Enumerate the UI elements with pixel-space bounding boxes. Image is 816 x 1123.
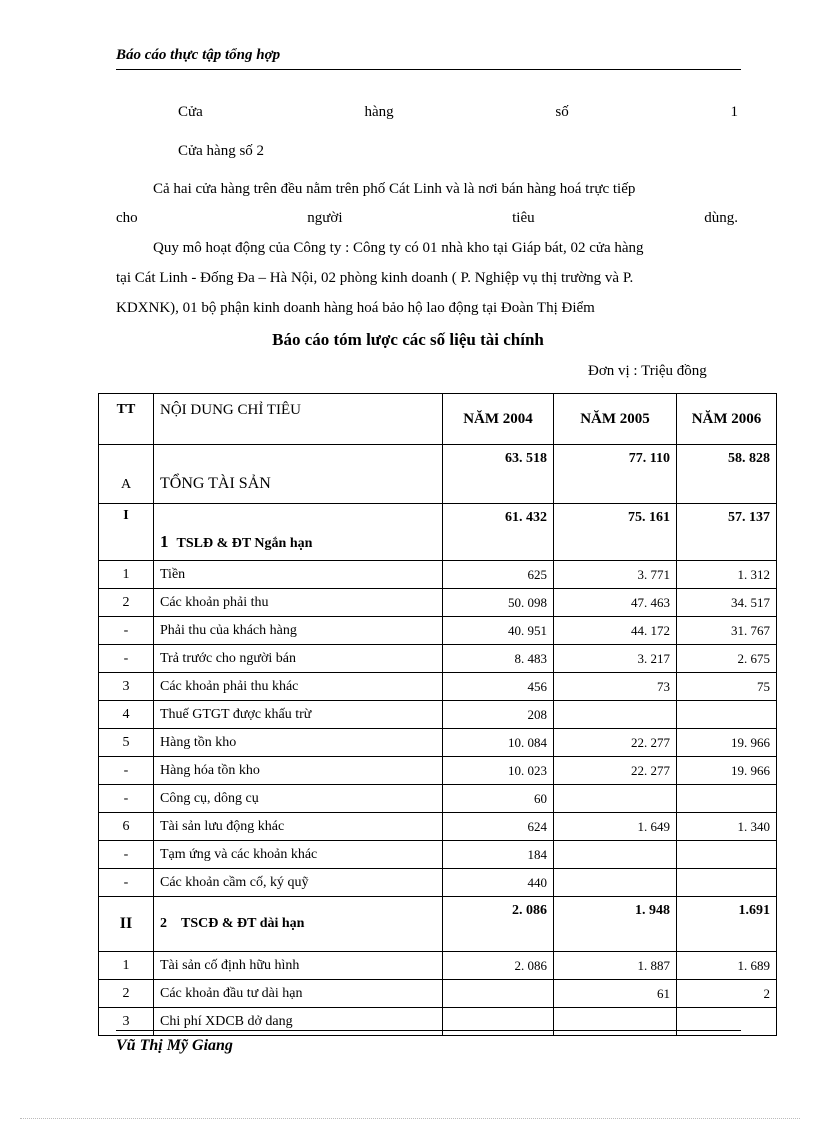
table-row: [99, 673, 777, 701]
row-number: 1: [160, 532, 169, 551]
row-2004: 61. 432: [443, 504, 554, 561]
table-row: [99, 757, 777, 785]
row-tt: 3: [99, 1008, 154, 1036]
row-2006: 31. 767: [677, 617, 777, 645]
word: dùng.: [704, 210, 738, 226]
row-2006: 34. 517: [677, 589, 777, 617]
row-2005: 1. 887: [554, 952, 677, 980]
row-tt: 2: [99, 589, 154, 617]
row-label: Hàng hóa tồn kho: [154, 757, 443, 785]
row-label: Công cụ, dông cụ: [154, 785, 443, 813]
row-2005: 47. 463: [554, 589, 677, 617]
row-2006: [677, 869, 777, 897]
row-2005: 22. 277: [554, 757, 677, 785]
row-2006: 2. 675: [677, 645, 777, 673]
row-tt: 4: [99, 701, 154, 729]
row-label: Chi phí XDCB dở dang: [154, 1008, 443, 1036]
row-2006: 57. 137: [677, 504, 777, 561]
row-2006: 1. 312: [677, 561, 777, 589]
row-2006: 75: [677, 673, 777, 701]
row-2005: [554, 869, 677, 897]
row-2004: [443, 1008, 554, 1036]
row-2005: 61: [554, 980, 677, 1008]
row-tt: -: [99, 785, 154, 813]
row-2005: [554, 785, 677, 813]
row-2005: 1. 649: [554, 813, 677, 841]
row-2005: 1. 948: [554, 897, 677, 952]
footer-rule: [116, 1030, 741, 1031]
table-row: [99, 813, 777, 841]
row-label: Hàng tồn kho: [154, 729, 443, 757]
table-row: [99, 897, 777, 952]
row-tt: 1: [99, 952, 154, 980]
store-2-line: Cửa hàng số 2: [178, 143, 265, 159]
row-2006: [677, 841, 777, 869]
row-tt: 5: [99, 729, 154, 757]
header-2004: NĂM 2004: [443, 394, 554, 445]
row-2004: 63. 518: [443, 445, 554, 504]
table-row: [99, 445, 777, 504]
row-2004: 10. 084: [443, 729, 554, 757]
row-tt: -: [99, 617, 154, 645]
page-bottom-dotted-line: [20, 1118, 800, 1119]
row-tt: A: [99, 445, 154, 504]
row-number: 2: [160, 916, 167, 931]
row-2004: 8. 483: [443, 645, 554, 673]
store-1-line: [178, 104, 738, 121]
row-tt: -: [99, 869, 154, 897]
table-row: [99, 645, 777, 673]
financial-summary-table: [98, 393, 777, 1036]
table-row: [99, 952, 777, 980]
header-2005: NĂM 2005: [554, 394, 677, 445]
row-2005: 75. 161: [554, 504, 677, 561]
header-2006: NĂM 2006: [677, 394, 777, 445]
paragraph-2-line-2: tại Cát Linh - Đống Đa – Hà Nội, 02 phòng kinh doanh ( P. Nghiệp vụ thị trường và P.: [116, 270, 634, 286]
table-row: [99, 729, 777, 757]
word: người: [307, 210, 343, 226]
table-header-row: [99, 394, 777, 445]
row-label: Thuế GTGT được khấu trừ: [154, 701, 443, 729]
table-row: [99, 980, 777, 1008]
row-2004: 625: [443, 561, 554, 589]
row-tt: -: [99, 645, 154, 673]
row-2004: 2. 086: [443, 897, 554, 952]
row-label: Trả trước cho người bán: [154, 645, 443, 673]
row-2006: 2: [677, 980, 777, 1008]
row-label: Tài sản lưu động khác: [154, 813, 443, 841]
row-tt: II: [99, 897, 154, 952]
row-2005: [554, 701, 677, 729]
table-row: [99, 1008, 777, 1036]
row-tt: 1: [99, 561, 154, 589]
paragraph-2-line-3: KDXNK), 01 bộ phận kinh doanh hàng hoá bảo hộ lao động tại Đoàn Thị Điểm: [116, 300, 595, 316]
row-label: [154, 897, 443, 952]
row-2005: [554, 1008, 677, 1036]
row-2005: 3. 217: [554, 645, 677, 673]
row-2004: [443, 980, 554, 1008]
row-tt: -: [99, 757, 154, 785]
row-2006: 19. 966: [677, 757, 777, 785]
header-tt: TT: [99, 394, 154, 445]
row-label: [154, 504, 443, 561]
row-2004: 60: [443, 785, 554, 813]
row-2004: 2. 086: [443, 952, 554, 980]
unit-label: Đơn vị : Triệu đồng: [588, 363, 707, 379]
row-2006: [677, 701, 777, 729]
row-label-text: TSCĐ & ĐT dài hạn: [181, 916, 305, 931]
row-2004: 440: [443, 869, 554, 897]
table-row: [99, 504, 777, 561]
row-2004: 10. 023: [443, 757, 554, 785]
word: số: [555, 104, 569, 120]
row-2005: 77. 110: [554, 445, 677, 504]
row-label: Tiền: [154, 561, 443, 589]
row-2006: [677, 1008, 777, 1036]
row-tt: -: [99, 841, 154, 869]
row-2005: 3. 771: [554, 561, 677, 589]
row-2005: 44. 172: [554, 617, 677, 645]
paragraph-1-line-2: [116, 210, 738, 227]
page-header-title: Báo cáo thực tập tổng hợp: [116, 47, 281, 63]
header-rule: [116, 69, 741, 70]
row-label: Phải thu của khách hàng: [154, 617, 443, 645]
word: hàng: [364, 104, 394, 120]
row-label: Tạm ứng và các khoản khác: [154, 841, 443, 869]
row-2006: [677, 785, 777, 813]
row-2005: 22. 277: [554, 729, 677, 757]
row-label-text: TSLĐ & ĐT Ngắn hạn: [176, 536, 313, 551]
row-2004: 208: [443, 701, 554, 729]
row-tt: I: [99, 504, 154, 561]
word: 1: [730, 104, 738, 120]
table-row: [99, 869, 777, 897]
header-content: NỘI DUNG CHỈ TIÊU: [154, 394, 443, 445]
row-2004: 184: [443, 841, 554, 869]
row-2006: 1. 340: [677, 813, 777, 841]
row-2006: 58. 828: [677, 445, 777, 504]
row-2004: 50. 098: [443, 589, 554, 617]
paragraph-2-line-1: Quy mô hoạt động của Công ty : Công ty có 01 nhà kho tại Giáp bát, 02 cửa hàng: [153, 240, 644, 256]
word: Cửa: [178, 104, 203, 120]
row-label: Các khoản đầu tư dài hạn: [154, 980, 443, 1008]
row-label: Các khoản phải thu: [154, 589, 443, 617]
row-2006: 1.691: [677, 897, 777, 952]
row-2004: 624: [443, 813, 554, 841]
row-label: Các khoản cầm cố, ký quỹ: [154, 869, 443, 897]
row-label: Tài sản cố định hữu hình: [154, 952, 443, 980]
row-2006: 19. 966: [677, 729, 777, 757]
word: cho: [116, 210, 138, 226]
report-title: Báo cáo tóm lược các số liệu tài chính: [272, 330, 544, 349]
word: tiêu: [512, 210, 535, 226]
row-label: Các khoản phải thu khác: [154, 673, 443, 701]
row-2005: [554, 841, 677, 869]
paragraph-1-line-1: Cả hai cửa hàng trên đều nằm trên phố Cát Linh và là nơi bán hàng hoá trực tiếp: [153, 181, 636, 197]
row-tt: 3: [99, 673, 154, 701]
row-2004: 456: [443, 673, 554, 701]
table-row: [99, 561, 777, 589]
table-row: [99, 841, 777, 869]
row-2004: 40. 951: [443, 617, 554, 645]
footer-author: Vũ Thị Mỹ Giang: [116, 1037, 233, 1054]
row-2006: 1. 689: [677, 952, 777, 980]
table-row: [99, 785, 777, 813]
row-tt: 2: [99, 980, 154, 1008]
row-tt: 6: [99, 813, 154, 841]
table-row: [99, 589, 777, 617]
row-label: TỔNG TÀI SẢN: [154, 445, 443, 504]
row-2005: 73: [554, 673, 677, 701]
table-row: [99, 617, 777, 645]
table-row: [99, 701, 777, 729]
